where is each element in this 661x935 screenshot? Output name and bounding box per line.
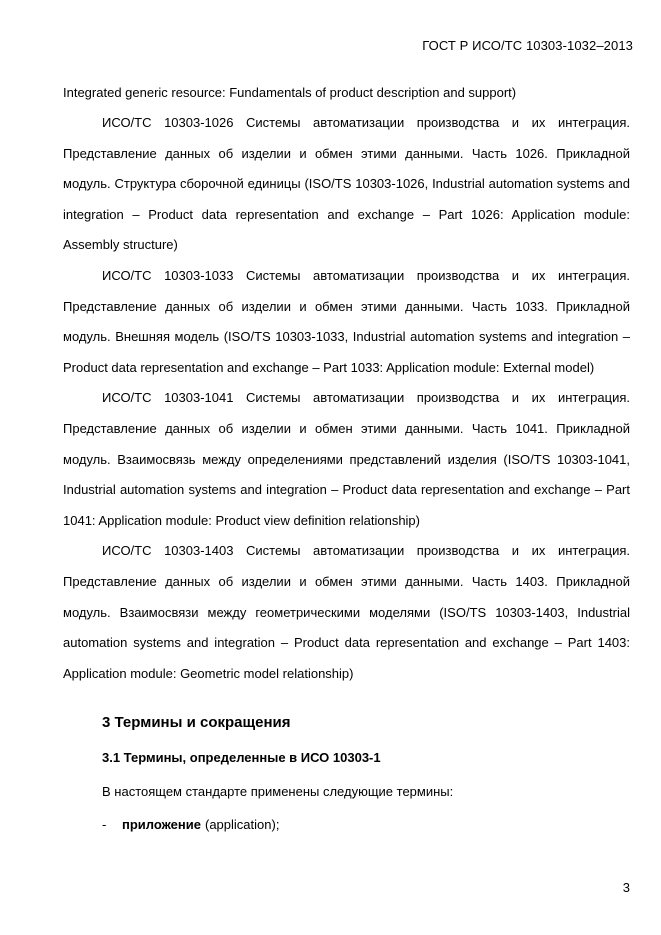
reference-1026: ИСО/ТС 10303-1026 Системы автоматизации производства и их интеграция. Представление данных об изделии и обмен этими данными. Часть 1026. Прикладной модуль. Структура сборочной единицы (ISO/TS 10303-1026, Industrial automation systems and integration – Product data representation and exchange – Part 1026: Application module: Assembly structure) — [63, 115, 630, 253]
reference-1403: ИСО/ТС 10303-1403 Системы автоматизации производства и их интеграция. Представление данных об изделии и обмен этими данными. Часть 1403. Прикладной модуль. Взаимосвязи между геометрическими моделями (ISO/TS 10303-1403, Industrial automation systems and integration – Product data representation and exchange – Part 1403: Application module: Geometric model relationship) — [63, 543, 630, 681]
term-name: приложение — [122, 817, 201, 833]
list-dash: - — [102, 817, 107, 833]
reference-1033: ИСО/ТС 10303-1033 Системы автоматизации производства и их интеграция. Представление данных об изделии и обмен этими данными. Часть 1033. Прикладной модуль. Внешняя модель (ISO/TS 10303-1033, Industrial automation systems and integration – Product data representation and exchange – Part 1033: Application module: External model) — [63, 267, 630, 375]
reference-1041: ИСО/ТС 10303-1041 Системы автоматизации производства и их интеграция. Представление данных об изделии и обмен этими данными. Часть 1041. Прикладной модуль. Взаимосвязь между определениями представлений изделия (ISO/TS 10303-1041, Industrial automation systems and integration – Product data representation and exchange – Part 1041: Application module: Product view definition relationship) — [63, 390, 630, 528]
term-translation: (application); — [205, 817, 280, 833]
document-body — [63, 78, 630, 835]
term-list-item — [102, 815, 630, 835]
page-number: 3 — [622, 880, 630, 895]
continuation-text: Integrated generic resource: Fundamentals of product description and support) — [63, 85, 517, 100]
section-heading: 3 Термины и сокращения — [102, 714, 291, 732]
intro-text: В настоящем стандарте применены следующие термины: — [102, 784, 454, 800]
document-header: ГОСТ Р ИСО/ТС 10303-1032–2013 — [422, 38, 633, 53]
subsection-heading: 3.1 Термины, определенные в ИСО 10303-1 — [102, 750, 381, 766]
